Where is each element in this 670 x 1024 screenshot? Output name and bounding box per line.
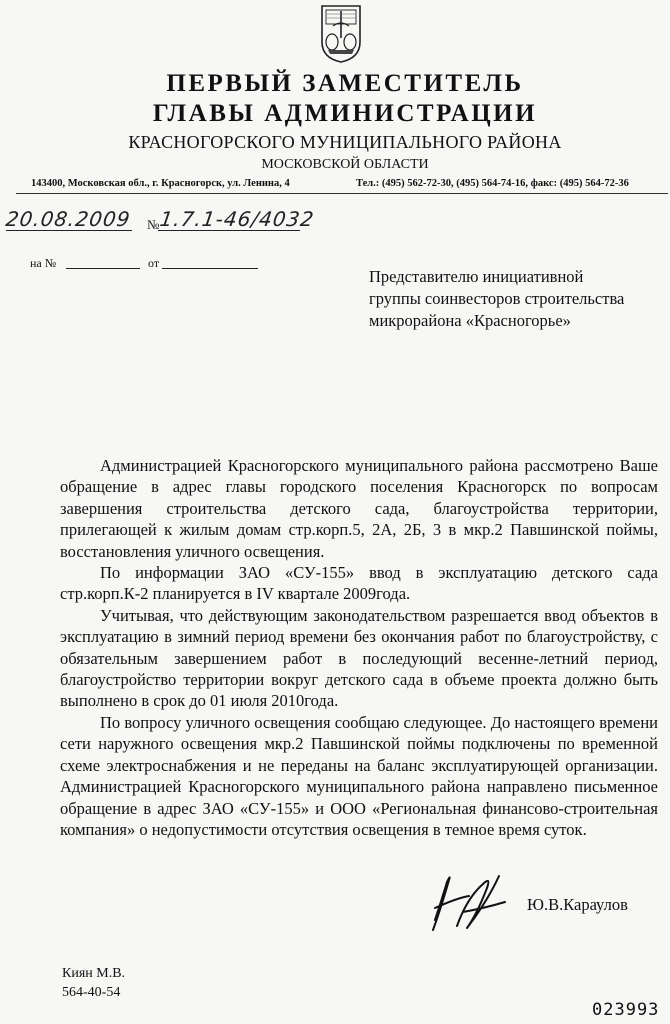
title-line-2: ГЛАВЫ АДМИНИСТРАЦИИ bbox=[152, 100, 538, 127]
phones: Тел.: (495) 562-72-30, (495) 564-74-16, факс: (495) 564-72-36 bbox=[356, 178, 629, 189]
title-line-1: ПЕРВЫЙ ЗАМЕСТИТЕЛЬ bbox=[166, 70, 524, 97]
title-line-3: КРАСНОГОРСКОГО МУНИЦИПАЛЬНОГО РАЙОНА bbox=[128, 132, 562, 152]
address: 143400, Московская обл., г. Красногорск, ул. Ленина, 4 bbox=[31, 178, 290, 189]
coat-of-arms-icon bbox=[318, 2, 364, 64]
reply-to-number-label: на № bbox=[30, 256, 57, 270]
recipient-line-1: Представителю инициативной bbox=[369, 267, 584, 286]
title-line-4: МОСКОВСКОЙ ОБЛАСТИ bbox=[261, 157, 429, 172]
recipient-block bbox=[369, 266, 624, 332]
header-divider bbox=[16, 193, 668, 194]
handwritten-signature bbox=[427, 868, 509, 938]
paragraph-2: По информации ЗАО «СУ-155» ввод в эксплуатацию детского сада стр.корп.К-2 планируется в IV квартале 2009года. bbox=[60, 563, 658, 604]
date-handwritten: 20.08.2009 bbox=[4, 207, 133, 231]
executor-block bbox=[62, 964, 125, 1002]
number-handwritten: 1.7.1-46/4032 bbox=[158, 207, 316, 231]
reply-to-date-line bbox=[162, 268, 258, 269]
paragraph-1: Администрацией Красногорского муниципального района рассмотрено Ваше обращение в адрес главы городского поселения Красногорск по вопросам завершения строительства детского сада, благоустройства территории, прилегающей к жилым домам стр.корп.5, 2А, 2Б, 3 в мкр.2 Павшинской поймы, восстановления уличного освещения. bbox=[60, 456, 658, 561]
number-sign: № bbox=[147, 217, 160, 232]
executor-name: Киян М.В. bbox=[62, 966, 126, 981]
recipient-line-3: микрорайона «Красногорье» bbox=[369, 311, 571, 330]
number-underline bbox=[158, 230, 300, 231]
paragraph-4: По вопросу уличного освещения сообщаю следующее. До настоящего времени сети наружного освещения мкр.2 Павшинской поймы подключены по временной схеме электроснабжения и не переданы на баланс эксплуатирующей организации. Администрацией Красногорского муниципального района направлено письменное обращение в адрес ЗАО «СУ-155» и ООО «Региональная финансово-строительная компания» о недопустимости отсутствия освещения в темное время суток. bbox=[60, 712, 658, 839]
paragraph-3: Учитывая, что действующим законодательством разрешается ввод объектов в эксплуатацию в зимний период времени без окончания работ по благоустройству, с обязательным завершением работ в последующий весенне-летний период, благоустройство территории вокруг детского сада в объеме проекта должно быть выполнено в срок до 01 июля 2010года. bbox=[60, 605, 658, 711]
serial-number: 023993 bbox=[592, 1000, 660, 1020]
letter-body bbox=[60, 455, 658, 840]
reply-to-number-line bbox=[66, 268, 140, 269]
executor-phone: 564-40-54 bbox=[62, 985, 121, 1000]
recipient-line-2: группы соинвесторов строительства bbox=[369, 289, 625, 308]
date-underline bbox=[6, 230, 132, 231]
signer-name: Ю.В.Караулов bbox=[527, 895, 628, 914]
reply-to-date-label: от bbox=[148, 256, 160, 270]
